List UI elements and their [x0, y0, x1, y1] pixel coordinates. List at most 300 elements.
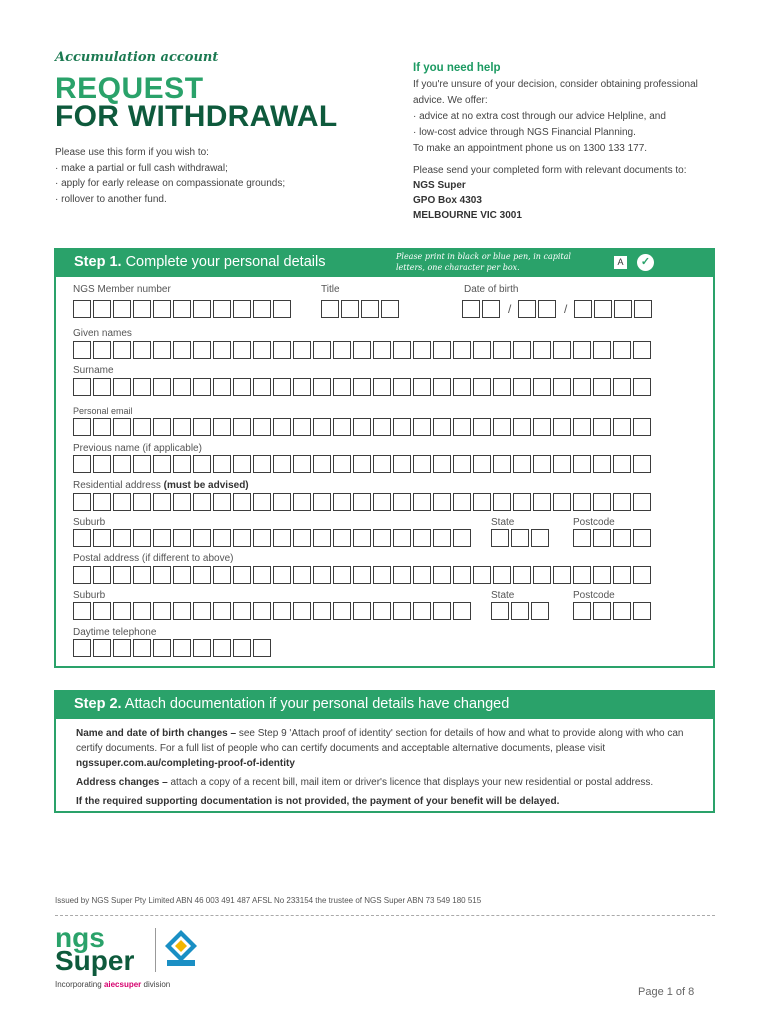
char-box[interactable]	[361, 300, 379, 318]
char-box[interactable]	[493, 378, 511, 396]
char-box[interactable]	[73, 566, 91, 584]
char-box[interactable]	[373, 455, 391, 473]
char-box[interactable]	[113, 341, 131, 359]
char-box[interactable]	[573, 493, 591, 511]
state-input[interactable]	[491, 529, 551, 547]
char-box[interactable]	[73, 639, 91, 657]
char-box[interactable]	[341, 300, 359, 318]
char-box[interactable]	[193, 418, 211, 436]
char-box[interactable]	[193, 455, 211, 473]
char-box[interactable]	[573, 378, 591, 396]
char-box[interactable]	[413, 418, 431, 436]
intro-text: Please use this form if you wish to:	[55, 147, 209, 158]
suburb-input[interactable]	[73, 529, 473, 547]
char-box[interactable]	[433, 493, 451, 511]
help-title: If you need help	[413, 62, 501, 74]
char-box[interactable]	[313, 418, 331, 436]
char-box[interactable]	[213, 639, 231, 657]
char-box[interactable]	[433, 378, 451, 396]
char-box[interactable]	[73, 455, 91, 473]
page-title-line2: FOR WITHDRAWAL	[55, 100, 338, 133]
char-box[interactable]	[373, 529, 391, 547]
incorporating-text: Incorporating aiecsuper division	[55, 980, 171, 989]
char-box[interactable]	[133, 418, 151, 436]
char-box[interactable]	[533, 455, 551, 473]
title-label: Title	[321, 284, 340, 295]
char-box[interactable]	[531, 529, 549, 547]
char-box[interactable]	[73, 529, 91, 547]
char-box[interactable]	[233, 639, 251, 657]
char-box[interactable]	[173, 418, 191, 436]
char-box[interactable]	[491, 529, 509, 547]
char-box[interactable]	[491, 602, 509, 620]
char-box[interactable]	[213, 341, 231, 359]
char-box[interactable]	[233, 341, 251, 359]
char-box[interactable]	[538, 300, 556, 318]
char-box[interactable]	[293, 529, 311, 547]
address-paragraph: Address changes – attach a copy of a recent bill, mail item or driver's licence that displays your new residential or postal address.	[76, 777, 654, 788]
step1-section	[54, 277, 715, 668]
char-box[interactable]	[393, 529, 411, 547]
char-box[interactable]	[333, 341, 351, 359]
char-box[interactable]	[373, 378, 391, 396]
char-box[interactable]	[113, 300, 131, 318]
char-box[interactable]	[353, 529, 371, 547]
char-box[interactable]	[313, 341, 331, 359]
char-box[interactable]	[462, 300, 480, 318]
char-box[interactable]	[253, 378, 271, 396]
char-box[interactable]	[574, 300, 592, 318]
title-input[interactable]	[321, 300, 401, 318]
char-box[interactable]	[153, 418, 171, 436]
char-box[interactable]	[594, 300, 612, 318]
char-box[interactable]	[633, 455, 651, 473]
char-box[interactable]	[531, 602, 549, 620]
char-box[interactable]	[321, 300, 339, 318]
char-box[interactable]	[173, 378, 191, 396]
char-box[interactable]	[513, 418, 531, 436]
char-box[interactable]	[633, 602, 651, 620]
given-names-label: Given names	[73, 328, 132, 339]
char-box[interactable]	[93, 529, 111, 547]
char-box[interactable]	[413, 493, 431, 511]
char-box[interactable]	[133, 341, 151, 359]
char-box[interactable]	[173, 566, 191, 584]
char-box[interactable]	[553, 493, 571, 511]
char-box[interactable]	[293, 378, 311, 396]
char-box[interactable]	[113, 566, 131, 584]
dob-separator: /	[564, 302, 568, 316]
char-box[interactable]	[153, 566, 171, 584]
char-box[interactable]	[533, 493, 551, 511]
char-box[interactable]	[593, 566, 611, 584]
char-box[interactable]	[233, 529, 251, 547]
char-box[interactable]	[553, 566, 571, 584]
char-box[interactable]	[633, 566, 651, 584]
char-box[interactable]	[613, 529, 631, 547]
char-box[interactable]	[353, 455, 371, 473]
char-box[interactable]	[113, 529, 131, 547]
char-box[interactable]	[353, 493, 371, 511]
char-box[interactable]	[133, 455, 151, 473]
char-box[interactable]	[633, 341, 651, 359]
char-box[interactable]	[353, 378, 371, 396]
char-box[interactable]	[473, 378, 491, 396]
char-box[interactable]	[293, 455, 311, 473]
char-box[interactable]	[273, 418, 291, 436]
char-box[interactable]	[93, 300, 111, 318]
char-box[interactable]	[233, 602, 251, 620]
char-box[interactable]	[453, 418, 471, 436]
intro-item: · rollover to another fund.	[55, 193, 167, 205]
char-box[interactable]	[573, 566, 591, 584]
char-box[interactable]	[593, 493, 611, 511]
char-box[interactable]	[553, 455, 571, 473]
char-box[interactable]	[373, 493, 391, 511]
char-box[interactable]	[593, 529, 611, 547]
char-box[interactable]	[593, 341, 611, 359]
char-box[interactable]	[473, 493, 491, 511]
char-box[interactable]	[213, 300, 231, 318]
char-box[interactable]	[153, 455, 171, 473]
char-box[interactable]	[393, 602, 411, 620]
char-box[interactable]	[333, 602, 351, 620]
char-box[interactable]	[213, 455, 231, 473]
char-box[interactable]	[313, 529, 331, 547]
char-box[interactable]	[73, 300, 91, 318]
char-box[interactable]	[253, 341, 271, 359]
char-box[interactable]	[73, 378, 91, 396]
logo-divider	[155, 928, 156, 972]
char-box[interactable]	[433, 602, 451, 620]
char-box[interactable]	[482, 300, 500, 318]
char-box[interactable]	[593, 602, 611, 620]
char-box[interactable]	[453, 341, 471, 359]
char-box[interactable]	[233, 455, 251, 473]
char-box[interactable]	[133, 566, 151, 584]
char-box[interactable]	[133, 602, 151, 620]
char-box[interactable]	[413, 341, 431, 359]
char-box[interactable]	[553, 378, 571, 396]
char-box[interactable]	[173, 493, 191, 511]
dob-month-input[interactable]	[518, 300, 558, 318]
char-box[interactable]	[153, 493, 171, 511]
char-box[interactable]	[173, 300, 191, 318]
char-box[interactable]	[293, 341, 311, 359]
char-box[interactable]	[113, 493, 131, 511]
char-box[interactable]	[393, 378, 411, 396]
char-box[interactable]	[193, 341, 211, 359]
char-box[interactable]	[93, 566, 111, 584]
char-box[interactable]	[173, 529, 191, 547]
char-box[interactable]	[253, 566, 271, 584]
char-box[interactable]	[173, 341, 191, 359]
member-number-input[interactable]	[73, 300, 293, 318]
char-box[interactable]	[613, 455, 631, 473]
char-box[interactable]	[273, 602, 291, 620]
char-box[interactable]	[173, 639, 191, 657]
char-box[interactable]	[633, 529, 651, 547]
char-box[interactable]	[233, 378, 251, 396]
char-box[interactable]	[153, 602, 171, 620]
char-box[interactable]	[313, 455, 331, 473]
char-box[interactable]	[393, 341, 411, 359]
char-box[interactable]	[573, 341, 591, 359]
char-box[interactable]	[173, 602, 191, 620]
char-box[interactable]	[393, 493, 411, 511]
char-box[interactable]	[433, 341, 451, 359]
char-box[interactable]	[373, 341, 391, 359]
account-type: Accumulation account	[55, 50, 219, 65]
char-box[interactable]	[293, 602, 311, 620]
char-box[interactable]	[233, 493, 251, 511]
char-box[interactable]	[493, 418, 511, 436]
char-box[interactable]	[381, 300, 399, 318]
char-box[interactable]	[333, 378, 351, 396]
char-box[interactable]	[433, 529, 451, 547]
char-box[interactable]	[413, 455, 431, 473]
char-box[interactable]	[313, 378, 331, 396]
char-box[interactable]	[413, 602, 431, 620]
char-box[interactable]	[153, 378, 171, 396]
char-box[interactable]	[453, 493, 471, 511]
char-box[interactable]	[153, 341, 171, 359]
char-box[interactable]	[333, 493, 351, 511]
char-box[interactable]	[453, 529, 471, 547]
char-box[interactable]	[113, 418, 131, 436]
residential-input[interactable]	[73, 493, 653, 511]
char-box[interactable]	[193, 493, 211, 511]
step2-section	[54, 719, 715, 813]
char-box[interactable]	[213, 378, 231, 396]
char-box[interactable]	[353, 341, 371, 359]
char-box[interactable]	[313, 602, 331, 620]
char-box[interactable]	[313, 566, 331, 584]
char-box[interactable]	[518, 300, 536, 318]
proof-of-identity-link[interactable]: ngssuper.com.au/completing-proof-of-identity	[76, 758, 295, 769]
char-box[interactable]	[373, 602, 391, 620]
char-box[interactable]	[613, 341, 631, 359]
char-box[interactable]	[613, 566, 631, 584]
postal-postcode-label: Postcode	[573, 590, 615, 601]
char-box[interactable]	[593, 418, 611, 436]
char-box[interactable]	[633, 493, 651, 511]
char-box[interactable]	[513, 493, 531, 511]
postcode-input[interactable]	[573, 529, 653, 547]
char-box[interactable]	[253, 639, 271, 657]
char-box[interactable]	[511, 602, 529, 620]
char-box[interactable]	[93, 493, 111, 511]
postal-state-input[interactable]	[491, 602, 551, 620]
char-box[interactable]	[433, 566, 451, 584]
char-box[interactable]	[193, 300, 211, 318]
char-box[interactable]	[473, 341, 491, 359]
char-box[interactable]	[513, 566, 531, 584]
char-box[interactable]	[333, 455, 351, 473]
char-box[interactable]	[253, 493, 271, 511]
char-box[interactable]	[133, 378, 151, 396]
postal-state-label: State	[491, 590, 515, 601]
char-box[interactable]	[293, 566, 311, 584]
char-box[interactable]	[193, 566, 211, 584]
surname-input[interactable]	[73, 378, 653, 396]
char-box[interactable]	[73, 418, 91, 436]
dob-day-input[interactable]	[462, 300, 502, 318]
char-box[interactable]	[593, 378, 611, 396]
char-box[interactable]	[113, 602, 131, 620]
char-box[interactable]	[613, 602, 631, 620]
char-box[interactable]	[493, 341, 511, 359]
char-box[interactable]	[273, 300, 291, 318]
page-title-line1: REQUEST	[55, 72, 204, 105]
char-box[interactable]	[93, 341, 111, 359]
char-box[interactable]	[153, 529, 171, 547]
previous-name-input[interactable]	[73, 455, 653, 473]
char-box[interactable]	[511, 529, 529, 547]
char-box[interactable]	[233, 418, 251, 436]
char-box[interactable]	[73, 341, 91, 359]
char-box[interactable]	[373, 418, 391, 436]
char-box[interactable]	[253, 602, 271, 620]
char-box[interactable]	[273, 455, 291, 473]
char-box[interactable]	[353, 602, 371, 620]
char-box[interactable]	[93, 378, 111, 396]
char-box[interactable]	[93, 602, 111, 620]
char-box[interactable]	[493, 493, 511, 511]
warning-text: If the required supporting documentation is not provided, the payment of your benefit will be delayed.	[76, 796, 560, 807]
char-box[interactable]	[73, 602, 91, 620]
char-box[interactable]	[573, 455, 591, 473]
char-box[interactable]	[233, 566, 251, 584]
char-box[interactable]	[253, 529, 271, 547]
char-box[interactable]	[573, 529, 591, 547]
char-box[interactable]	[333, 418, 351, 436]
char-box[interactable]	[493, 455, 511, 473]
char-box[interactable]	[513, 455, 531, 473]
address-line: GPO Box 4303	[413, 195, 482, 206]
char-box[interactable]	[613, 378, 631, 396]
char-box[interactable]	[253, 300, 271, 318]
char-box[interactable]	[333, 566, 351, 584]
char-box[interactable]	[453, 602, 471, 620]
char-box[interactable]	[193, 378, 211, 396]
char-box[interactable]	[93, 455, 111, 473]
char-box[interactable]	[513, 378, 531, 396]
char-box[interactable]	[393, 455, 411, 473]
char-box[interactable]	[113, 455, 131, 473]
char-box[interactable]	[393, 418, 411, 436]
char-box[interactable]	[293, 493, 311, 511]
char-box[interactable]	[213, 418, 231, 436]
char-box[interactable]	[473, 455, 491, 473]
char-box[interactable]	[613, 418, 631, 436]
char-box[interactable]	[413, 529, 431, 547]
char-box[interactable]	[353, 566, 371, 584]
char-box[interactable]	[273, 493, 291, 511]
char-box[interactable]	[253, 455, 271, 473]
char-box[interactable]	[273, 566, 291, 584]
postal-suburb-input[interactable]	[73, 602, 473, 620]
char-box[interactable]	[413, 566, 431, 584]
address-line: MELBOURNE VIC 3001	[413, 210, 522, 221]
char-box[interactable]	[533, 418, 551, 436]
char-box[interactable]	[193, 639, 211, 657]
char-box[interactable]	[393, 566, 411, 584]
email-input[interactable]	[73, 418, 653, 436]
char-box[interactable]	[113, 639, 131, 657]
dob-year-input[interactable]	[574, 300, 654, 318]
char-box[interactable]	[533, 566, 551, 584]
char-box[interactable]	[133, 639, 151, 657]
char-box[interactable]	[153, 300, 171, 318]
char-box[interactable]	[593, 455, 611, 473]
char-box[interactable]	[173, 455, 191, 473]
char-box[interactable]	[533, 378, 551, 396]
char-box[interactable]	[373, 566, 391, 584]
char-box[interactable]	[553, 341, 571, 359]
char-box[interactable]	[253, 418, 271, 436]
char-box[interactable]	[453, 566, 471, 584]
char-box[interactable]	[614, 300, 632, 318]
char-box[interactable]	[193, 602, 211, 620]
char-box[interactable]	[133, 300, 151, 318]
char-box[interactable]	[353, 418, 371, 436]
char-box[interactable]	[293, 418, 311, 436]
char-box[interactable]	[573, 418, 591, 436]
char-box[interactable]	[573, 602, 591, 620]
char-box[interactable]	[273, 378, 291, 396]
phone-input[interactable]	[73, 639, 273, 657]
postal-input[interactable]	[73, 566, 653, 584]
char-box[interactable]	[113, 378, 131, 396]
char-box[interactable]	[633, 418, 651, 436]
surname-label: Surname	[73, 365, 114, 376]
char-box[interactable]	[453, 455, 471, 473]
char-box[interactable]	[634, 300, 652, 318]
char-box[interactable]	[213, 493, 231, 511]
char-box[interactable]	[93, 418, 111, 436]
char-box[interactable]	[153, 639, 171, 657]
char-box[interactable]	[133, 529, 151, 547]
char-box[interactable]	[493, 566, 511, 584]
postal-postcode-input[interactable]	[573, 602, 653, 620]
given-names-input[interactable]	[73, 341, 653, 359]
char-box[interactable]	[333, 529, 351, 547]
char-box[interactable]	[213, 602, 231, 620]
char-box[interactable]	[433, 418, 451, 436]
char-box[interactable]	[213, 529, 231, 547]
char-box[interactable]	[473, 566, 491, 584]
char-box[interactable]	[473, 418, 491, 436]
char-box[interactable]	[233, 300, 251, 318]
char-box[interactable]	[533, 341, 551, 359]
char-box[interactable]	[633, 378, 651, 396]
char-box[interactable]	[553, 418, 571, 436]
char-box[interactable]	[613, 493, 631, 511]
char-box[interactable]	[413, 378, 431, 396]
char-box[interactable]	[213, 566, 231, 584]
char-box[interactable]	[453, 378, 471, 396]
char-box[interactable]	[133, 493, 151, 511]
char-box[interactable]	[313, 493, 331, 511]
char-box[interactable]	[513, 341, 531, 359]
char-box[interactable]	[93, 639, 111, 657]
char-box[interactable]	[273, 529, 291, 547]
char-box[interactable]	[273, 341, 291, 359]
char-box[interactable]	[433, 455, 451, 473]
char-box[interactable]	[73, 493, 91, 511]
char-box[interactable]	[193, 529, 211, 547]
